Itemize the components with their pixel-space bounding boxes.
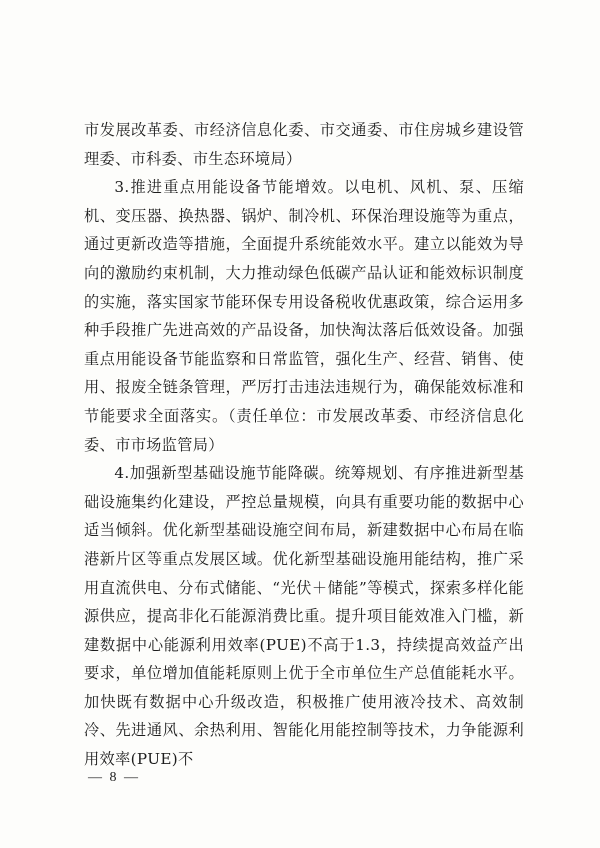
paragraph-continuation: 市发展改革委、市经济信息化委、市交通委、市住房城乡建设管理委、市科委、市生态环境局） [84,121,524,168]
page-number: — 8 — [88,770,140,785]
body-text [84,116,524,774]
paragraph-item-3: 3.推进重点用能设备节能增效。以电机、风机、泵、压缩机、变压器、换热器、锅炉、制冷机、环保治理设施等为重点，通过更新改造等措施，全面提升系统能效水平。建立以能效为导向的激励约束机制，大力推动绿色低碳产品认证和能效标识制度的实施，落实国家节能环保专用设备税收优惠政策，综合运用多种手段推广先进高效的产品设备，加快淘汰落后低效设备。加强重点用能设备节能监察和日常监管，强化生产、经营、销售、使用、报废全链条管理，严厉打击违法违规行为，确保能效标准和节能要求全面落实。（责任单位：市发展改革委、市经济信息化委、市市场监管局） [84,178,524,454]
paragraph-item-4: 4.加强新型基础设施节能降碳。统筹规划、有序推进新型基础设施集约化建设，严控总量规模，向具有重要功能的数据中心适当倾斜。优化新型基础设施空间布局，新建数据中心布局在临港新片区等重点发展区域。优化新型基础设施用能结构，推广采用直流供电、分布式储能、“光伏＋储能”等模式，探索多样化能源供应，提高非化石能源消费比重。提升项目能效准入门槛，新建数据中心能源利用效率(PUE)不高于1.3，持续提高效益产出要求，单位增加值能耗原则上优于全市单位生产总值能耗水平。加快既有数据中心升级改造，积极推广使用液冷技术、高效制冷、先进通风、余热利用、智能化用能控制等技术，力争能源利用效率(PUE)不 [84,464,524,769]
